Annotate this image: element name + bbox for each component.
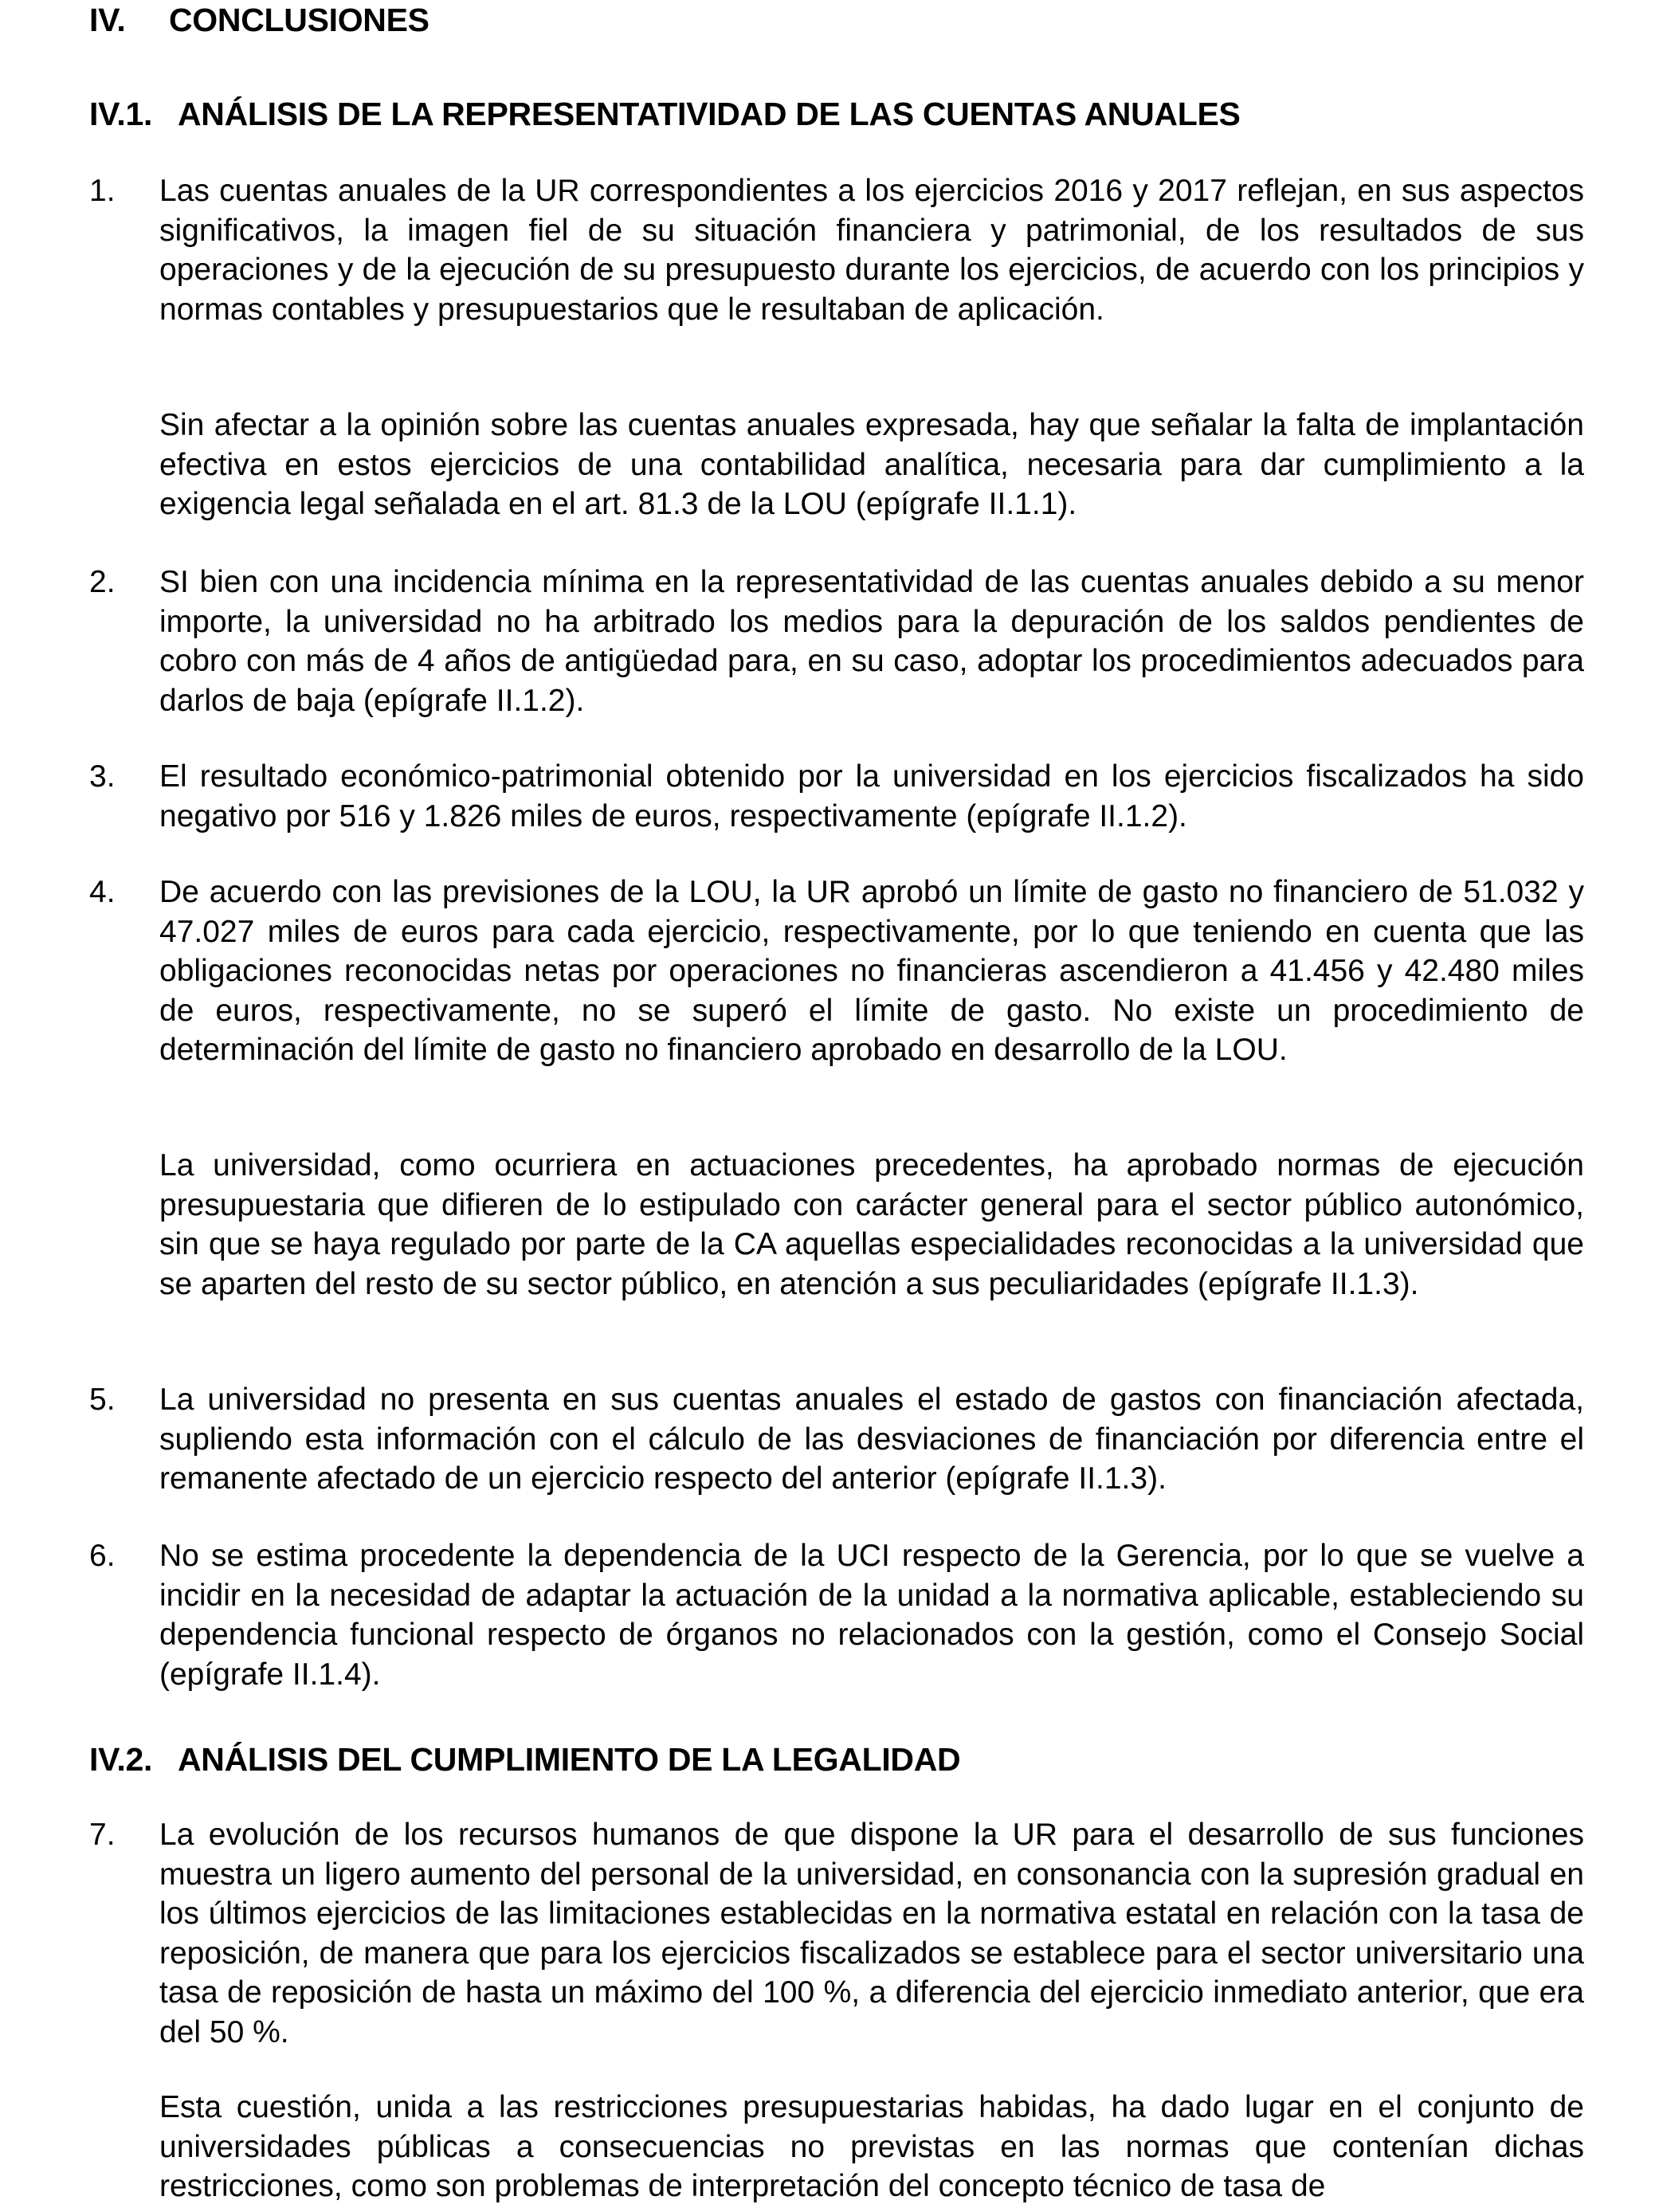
item-1-paragraph-1: Las cuentas anuales de la UR correspondientes a los ejercicios 2016 y 2017 reflejan, en sus aspectos significativos, la imagen fiel de su situación financiera y patrimonial, de los resultados de sus operaciones y de la ejecución de su presupuesto durante los ejercicios, de acuerdo con los principios y normas contables y presupuestarios que le resultaban de aplicación.: [159, 174, 1584, 327]
item-number-1: 1.: [89, 174, 116, 208]
item-2-paragraph-1: SI bien con una incidencia mínima en la representatividad de las cuentas anuales debido a su menor importe, la universidad no ha arbitrado los medios para la depuración de los saldos pendientes de cobro con más de 4 años de antigüedad para, en su caso, adoptar los procedimientos adecuados para darlos de baja (epígrafe II.1.2).: [159, 565, 1584, 718]
section-title: ANÁLISIS DE LA REPRESENTATIVIDAD DE LAS CUENTAS ANUALES: [178, 96, 1241, 132]
item-number-3: 3.: [89, 759, 116, 794]
item-7-paragraph-1: La evolución de los recursos humanos de que dispone la UR para el desarrollo de sus funciones muestra un ligero aumento del personal de la universidad, en consonancia con la supresión gradual en los últimos ejercicios de las limitaciones establecidas en la normativa estatal en relación con la tasa de reposición, de manera que para los ejercicios fiscalizados se establece para el sector universitario una tasa de reposición de hasta un máximo del 100 %, a diferencia del ejercicio inmediato anterior, que era del 50 %.: [159, 1818, 1584, 2049]
section-number: IV.1.: [89, 96, 153, 132]
chapter-number: IV.: [89, 2, 126, 38]
section-heading-iv2: [89, 1739, 960, 1779]
item-3-paragraph-1: El resultado económico-patrimonial obtenido por la universidad en los ejercicios fiscalizados ha sido negativo por 516 y 1.826 miles de euros, respectivamente (epígrafe II.1.2).: [159, 759, 1584, 833]
item-number-6: 6.: [89, 1539, 116, 1573]
chapter-heading: [89, 0, 429, 40]
chapter-title: CONCLUSIONES: [169, 2, 429, 38]
section-heading-iv1: [89, 94, 1241, 134]
item-5-paragraph-1: La universidad no presenta en sus cuentas anuales el estado de gastos con financiación afectada, supliendo esta información con el cálculo de las desviaciones de financiación por diferencia entre el remanente afectado de un ejercicio respecto del anterior (epígrafe II.1.3).: [159, 1382, 1584, 1496]
item-7-paragraph-2: Esta cuestión, unida a las restricciones presupuestarias habidas, ha dado lugar en el conjunto de universidades públicas a consecuencias no previstas en las normas que contenían dichas restricciones, como son problemas de interpretación del concepto técnico de tasa de: [159, 2090, 1584, 2203]
item-4-paragraph-1: De acuerdo con las previsiones de la LOU, la UR aprobó un límite de gasto no financiero de 51.032 y 47.027 miles de euros para cada ejercicio, respectivamente, por lo que teniendo en cuenta que las obligaciones reconocidas netas por operaciones no financieras ascendieron a 41.456 y 42.480 miles de euros, respectivamente, no se superó el límite de gasto. No existe un procedimiento de determinación del límite de gasto no financiero aprobado en desarrollo de la LOU.: [159, 875, 1584, 1067]
item-number-4: 4.: [89, 875, 116, 909]
item-number-7: 7.: [89, 1818, 116, 1852]
item-number-2: 2.: [89, 565, 116, 599]
item-1-paragraph-2: Sin afectar a la opinión sobre las cuentas anuales expresada, hay que señalar la falta de implantación efectiva en estos ejercicios de una contabilidad analítica, necesaria para dar cumplimiento a la exigencia legal señalada en el art. 81.3 de la LOU (epígrafe II.1.1).: [159, 408, 1584, 521]
item-4-paragraph-2: La universidad, como ocurriera en actuaciones precedentes, ha aprobado normas de ejecución presupuestaria que difieren de lo estipulado con carácter general para el sector público autonómico, sin que se haya regulado por parte de la CA aquellas especialidades reconocidas a la universidad que se aparten del resto de su sector público, en atención a sus peculiaridades (epígrafe II.1.3).: [159, 1148, 1584, 1301]
section-number: IV.2.: [89, 1741, 153, 1778]
item-number-5: 5.: [89, 1382, 116, 1417]
section-title: ANÁLISIS DEL CUMPLIMIENTO DE LA LEGALIDAD: [178, 1741, 961, 1778]
item-6-paragraph-1: No se estima procedente la dependencia de la UCI respecto de la Gerencia, por lo que se vuelve a incidir en la necesidad de adaptar la actuación de la unidad a la normativa aplicable, estableciendo su dependencia funcional respecto de órganos no relacionados con la gestión, como el Consejo Social (epígrafe II.1.4).: [159, 1539, 1584, 1692]
